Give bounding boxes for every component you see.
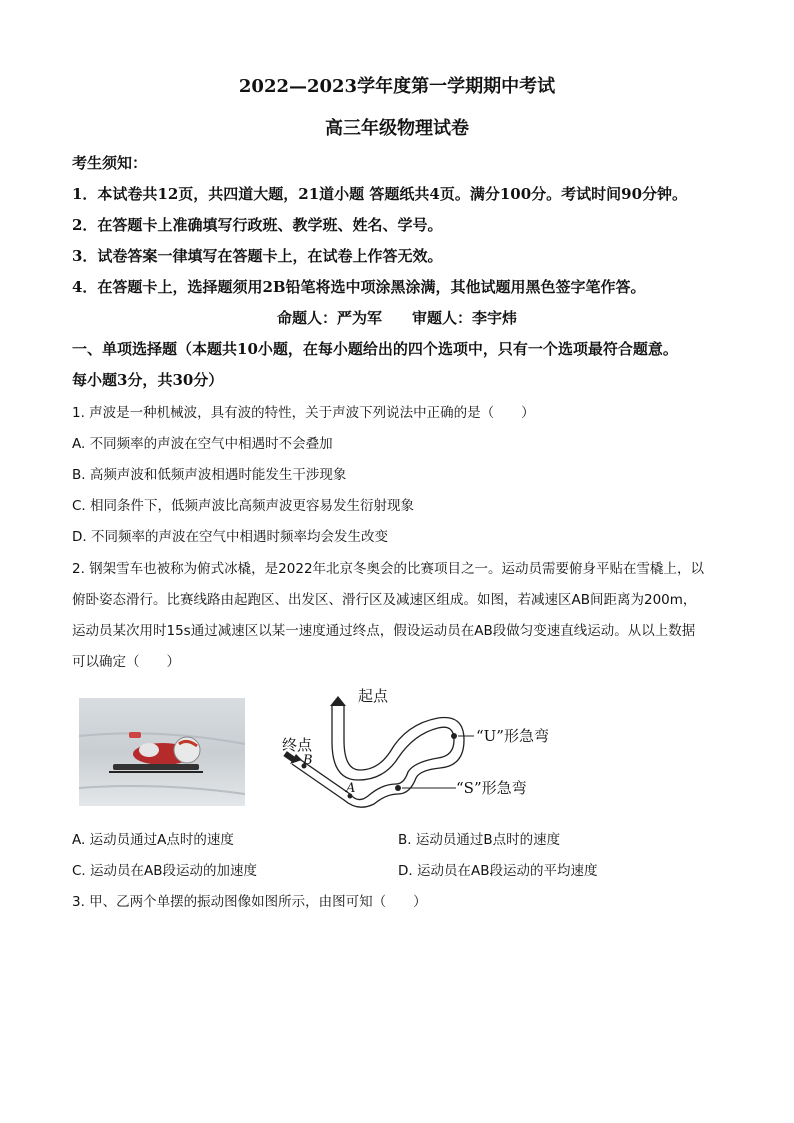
point-b-label: B (303, 753, 313, 768)
q2-stem-line-3: 运动员某次用时15s通过减速区以某一速度通过终点，假设运动员在AB段做匀变速直线运动。从以上数据 (72, 623, 696, 639)
notice-item-2: 2．在答题卡上准确填写行政班、教学班、姓名、学号。 (72, 216, 443, 234)
skeleton-photo (79, 698, 245, 806)
q2-stem-line-4: 可以确定（ ） (72, 654, 180, 670)
section1-heading: 一、单项选择题（本题共10小题，在每小题给出的四个选项中，只有一个选项最符合题意。 (72, 340, 678, 358)
q2-option-d: D. 运动员在AB段运动的平均速度 (398, 863, 598, 879)
notice-item-3: 3．试卷答案一律填写在答题卡上，在试卷上作答无效。 (72, 247, 443, 265)
u-turn-label: “U”形急弯 (476, 727, 549, 745)
start-label: 起点 (358, 687, 389, 705)
q1-stem: 1. 声波是一种机械波，具有波的特性，关于声波下列说法中正确的是（ ） (72, 405, 535, 421)
notice-item-1: 1．本试卷共12页，共四道大题，21道小题 答题纸共4页。满分100分。考试时间90分钟。 (72, 185, 688, 203)
point-a-label: A (346, 781, 356, 796)
q3-stem: 3. 甲、乙两个单摆的振动图像如图所示，由图可知（ ） (72, 894, 427, 910)
notice-item-4: 4．在答题卡上，选择题须用2B铅笔将选中项涂黑涂满，其他试题用黑色签字笔作答。 (72, 278, 646, 296)
track-diagram (278, 684, 568, 809)
q1-option-b: B. 高频声波和低频声波相遇时能发生干涉现象 (72, 467, 347, 483)
q1-option-c: C. 相同条件下，低频声波比高频声波更容易发生衍射现象 (72, 498, 415, 514)
notice-heading: 考生须知： (72, 154, 148, 172)
q2-stem-line-2: 俯卧姿态滑行。比赛线路由起跑区、出发区、滑行区及减速区组成。如图，若减速区AB间距离为200m， (72, 592, 697, 608)
q2-option-a: A. 运动员通过A点时的速度 (72, 832, 234, 848)
q2-option-b: B. 运动员通过B点时的速度 (398, 832, 561, 848)
end-label: 终点 (282, 736, 313, 754)
section1-heading-cont: 每小题3分，共30分） (72, 371, 224, 389)
authors-line: 命题人：严为军 审题人：李宇炜 (276, 309, 517, 327)
exam-title: 2022—2023学年度第一学期期中考试 (238, 76, 556, 97)
s-turn-label: “S”形急弯 (456, 779, 527, 797)
q2-stem-line-1: 2. 钢架雪车也被称为俯式冰橇，是2022年北京冬奥会的比赛项目之一。运动员需要俯身平贴在雪橇上，以 (72, 561, 705, 577)
q2-option-c: C. 运动员在AB段运动的加速度 (72, 863, 258, 879)
exam-subtitle: 高三年级物理试卷 (325, 118, 469, 139)
q1-option-d: D. 不同频率的声波在空气中相遇时频率均会发生改变 (72, 529, 388, 545)
q1-option-a: A. 不同频率的声波在空气中相遇时不会叠加 (72, 436, 333, 452)
